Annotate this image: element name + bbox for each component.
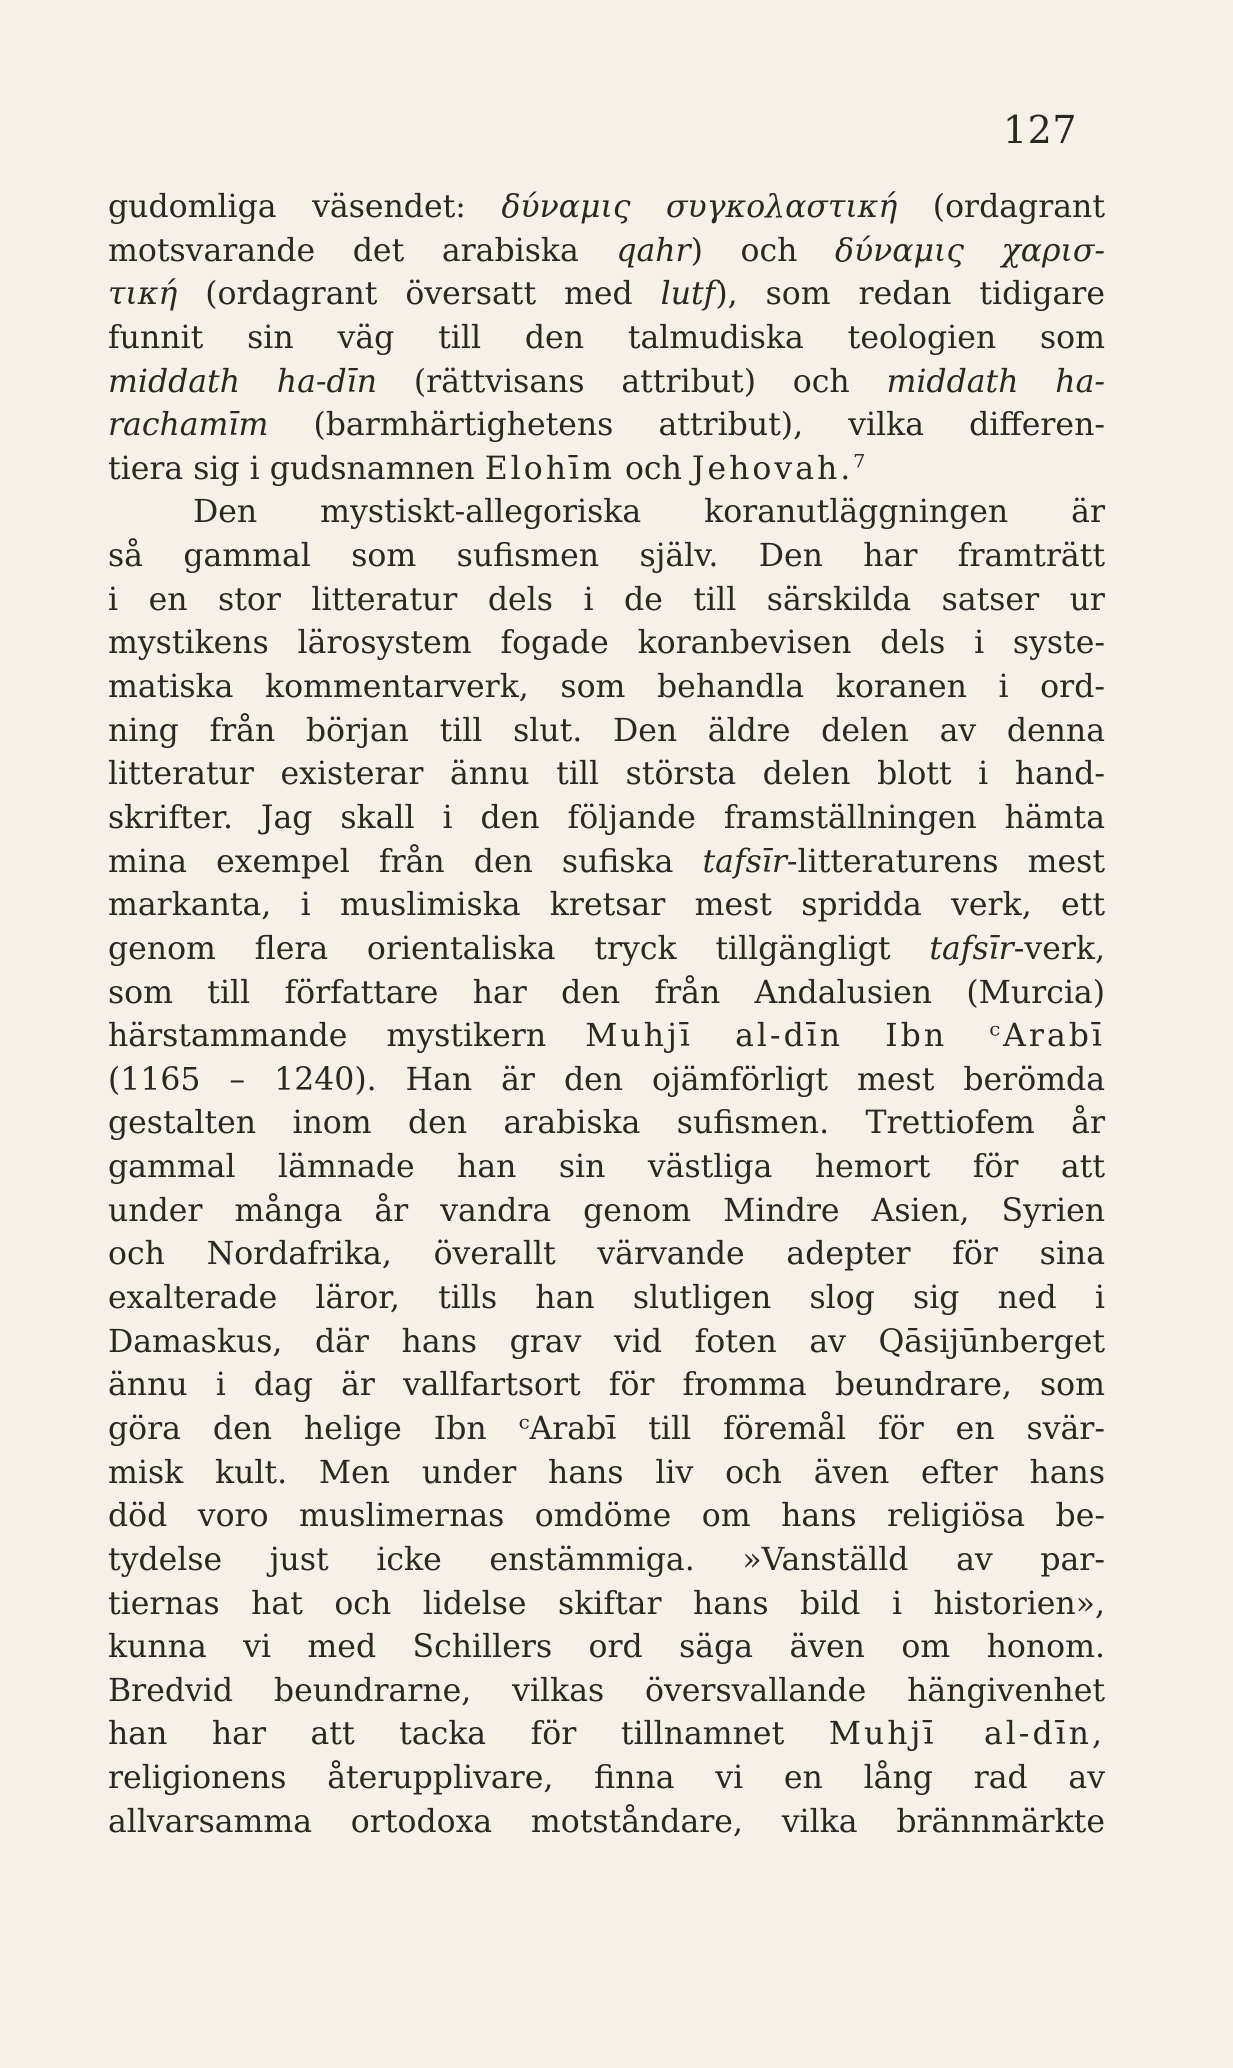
text-segment: religionens återupplivare, finna vi en lång rad av xyxy=(108,1760,1105,1797)
text-segment: misk kult. Men under hans liv och även efter hans xyxy=(108,1454,1105,1491)
text-line xyxy=(108,1277,1105,1321)
text-segment: Elohīm xyxy=(484,450,615,487)
text-line xyxy=(108,404,1105,448)
text-segment: funnit sin väg till den talmudiska teologien som xyxy=(108,319,1105,356)
page-number: 127 xyxy=(1003,108,1078,152)
text-line xyxy=(108,535,1105,579)
text-line xyxy=(108,1321,1105,1365)
text-segment: tiera sig i gudsnamnen xyxy=(108,450,485,487)
text-line xyxy=(108,884,1105,928)
text-line xyxy=(108,1801,1105,1845)
text-line xyxy=(108,1583,1105,1627)
text-segment: och xyxy=(614,450,692,487)
text-segment: (ordagrant översatt med xyxy=(177,276,661,313)
text-segment: härstammande mystikern xyxy=(108,1018,586,1055)
text-line xyxy=(108,361,1105,405)
text-segment: lutf xyxy=(660,276,716,313)
text-segment: Bredvid beundrarne, vilkas översvallande hängivenhet xyxy=(108,1672,1105,1709)
text-segment: död voro muslimernas omdöme om hans religiösa be- xyxy=(108,1498,1105,1535)
text-segment: Den mystiskt-allegoriska koranutläggningen är xyxy=(193,494,1105,531)
text-line xyxy=(108,317,1105,361)
text-segment: gudomliga väsendet: xyxy=(108,189,502,225)
text-segment: qahr xyxy=(616,232,691,269)
text-line xyxy=(108,273,1105,317)
text-segment: Jehovah. xyxy=(691,450,854,487)
text-segment: motsvarande det arabiska xyxy=(108,232,617,269)
text-segment: rachamīm xyxy=(108,407,269,444)
text-segment: exalterade läror, tills han slutligen slog sig ned i xyxy=(108,1280,1105,1317)
text-segment: tiernas hat och lidelse skiftar hans bild i historien», xyxy=(108,1585,1105,1622)
body-text xyxy=(108,186,1105,1844)
text-segment: och Nordafrika, överallt värvande adepter för sina xyxy=(108,1236,1105,1273)
text-segment: (rättvisans attribut) och xyxy=(377,363,887,400)
text-segment: gammal lämnade han sin västliga hemort för att xyxy=(108,1149,1105,1186)
text-segment: skrifter. Jag skall i den följande framställningen hämta xyxy=(108,799,1105,836)
text-line xyxy=(108,1364,1105,1408)
text-segment: tafsīr xyxy=(702,843,787,880)
text-segment: τική xyxy=(108,276,178,313)
text-segment: (ordagrant xyxy=(897,189,1105,225)
text-segment: ännu i dag är vallfartsort för fromma beundrare, som xyxy=(108,1367,1105,1404)
text-line xyxy=(108,1233,1105,1277)
text-segment: (barmhärtighetens attribut), vilka differen- xyxy=(268,407,1105,444)
text-line xyxy=(108,666,1105,710)
text-segment: mina exempel från den sufiska xyxy=(108,843,703,880)
text-line xyxy=(108,186,1105,230)
text-segment: som till författare har den från Andalusien (Murcia) xyxy=(108,974,1105,1011)
text-line xyxy=(108,1670,1105,1714)
text-segment: ) och xyxy=(690,232,836,269)
text-segment: matiska kommentarverk, som behandla koranen i ord- xyxy=(108,669,1105,706)
text-line xyxy=(108,622,1105,666)
text-line xyxy=(108,1495,1105,1539)
text-segment: genom flera orientaliska tryck tillgängligt xyxy=(108,930,930,967)
text-segment: Muhjī al-dīn Ibn ᶜArabī xyxy=(585,1018,1105,1055)
text-line xyxy=(108,1539,1105,1583)
text-line xyxy=(108,448,1105,492)
text-segment: δύναμις χαρισ- xyxy=(835,232,1105,269)
text-segment: Muhjī al-dīn, xyxy=(828,1716,1105,1753)
text-line xyxy=(108,491,1105,535)
text-segment: han har att tacka för tillnamnet xyxy=(108,1716,829,1753)
text-line xyxy=(108,579,1105,623)
text-segment: markanta, i muslimiska kretsar mest spridda verk, ett xyxy=(108,887,1105,924)
text-segment: ning från början till slut. Den äldre delen av denna xyxy=(108,712,1105,749)
text-segment: middath ha- xyxy=(886,363,1105,400)
text-line xyxy=(108,1015,1105,1059)
text-segment: -litteraturens mest xyxy=(786,843,1105,880)
text-line xyxy=(108,1190,1105,1234)
text-segment: tafsīr xyxy=(929,930,1014,967)
text-segment: litteratur existerar ännu till största delen blott i hand- xyxy=(108,756,1105,793)
text-segment: ), som redan tidigare xyxy=(715,276,1105,313)
text-line xyxy=(108,1102,1105,1146)
text-line xyxy=(108,972,1105,1016)
text-segment: δύναμις συγκολαστική xyxy=(501,189,898,225)
text-segment: allvarsamma ortodoxa motståndare, vilka brännmärkte xyxy=(108,1803,1105,1840)
text-segment: gestalten inom den arabiska sufismen. Trettiofem år xyxy=(108,1105,1105,1142)
text-segment: -verk, xyxy=(1013,930,1105,967)
text-line xyxy=(108,1757,1105,1801)
text-segment: mystikens lärosystem fogade koranbevisen dels i syste- xyxy=(108,625,1105,662)
text-line xyxy=(108,753,1105,797)
text-segment: kunna vi med Schillers ord säga även om honom. xyxy=(108,1629,1105,1666)
text-segment: (1165 – 1240). Han är den ojämförligt mest berömda xyxy=(108,1061,1105,1098)
text-line xyxy=(108,1452,1105,1496)
text-line xyxy=(108,1059,1105,1103)
text-line xyxy=(108,797,1105,841)
text-segment: middath ha-dīn xyxy=(108,363,378,400)
text-line xyxy=(108,1146,1105,1190)
text-segment: under många år vandra genom Mindre Asien, Syrien xyxy=(108,1192,1105,1229)
text-line xyxy=(108,1408,1105,1452)
text-line xyxy=(108,841,1105,885)
text-segment: tydelse just icke enstämmiga. »Vanställd av par- xyxy=(108,1541,1105,1578)
text-line xyxy=(108,230,1105,274)
text-line xyxy=(108,928,1105,972)
text-segment: göra den helige Ibn ᶜArabī till föremål för en svär- xyxy=(108,1410,1105,1447)
text-line xyxy=(108,710,1105,754)
text-segment: 7 xyxy=(853,450,866,473)
text-line xyxy=(108,1713,1105,1757)
text-segment: i en stor litteratur dels i de till särskilda satser ur xyxy=(108,581,1105,618)
text-line xyxy=(108,1626,1105,1670)
text-segment: så gammal som sufismen själv. Den har framträtt xyxy=(108,538,1105,575)
text-segment: Damaskus, där hans grav vid foten av Qāsijūnberget xyxy=(108,1323,1105,1360)
